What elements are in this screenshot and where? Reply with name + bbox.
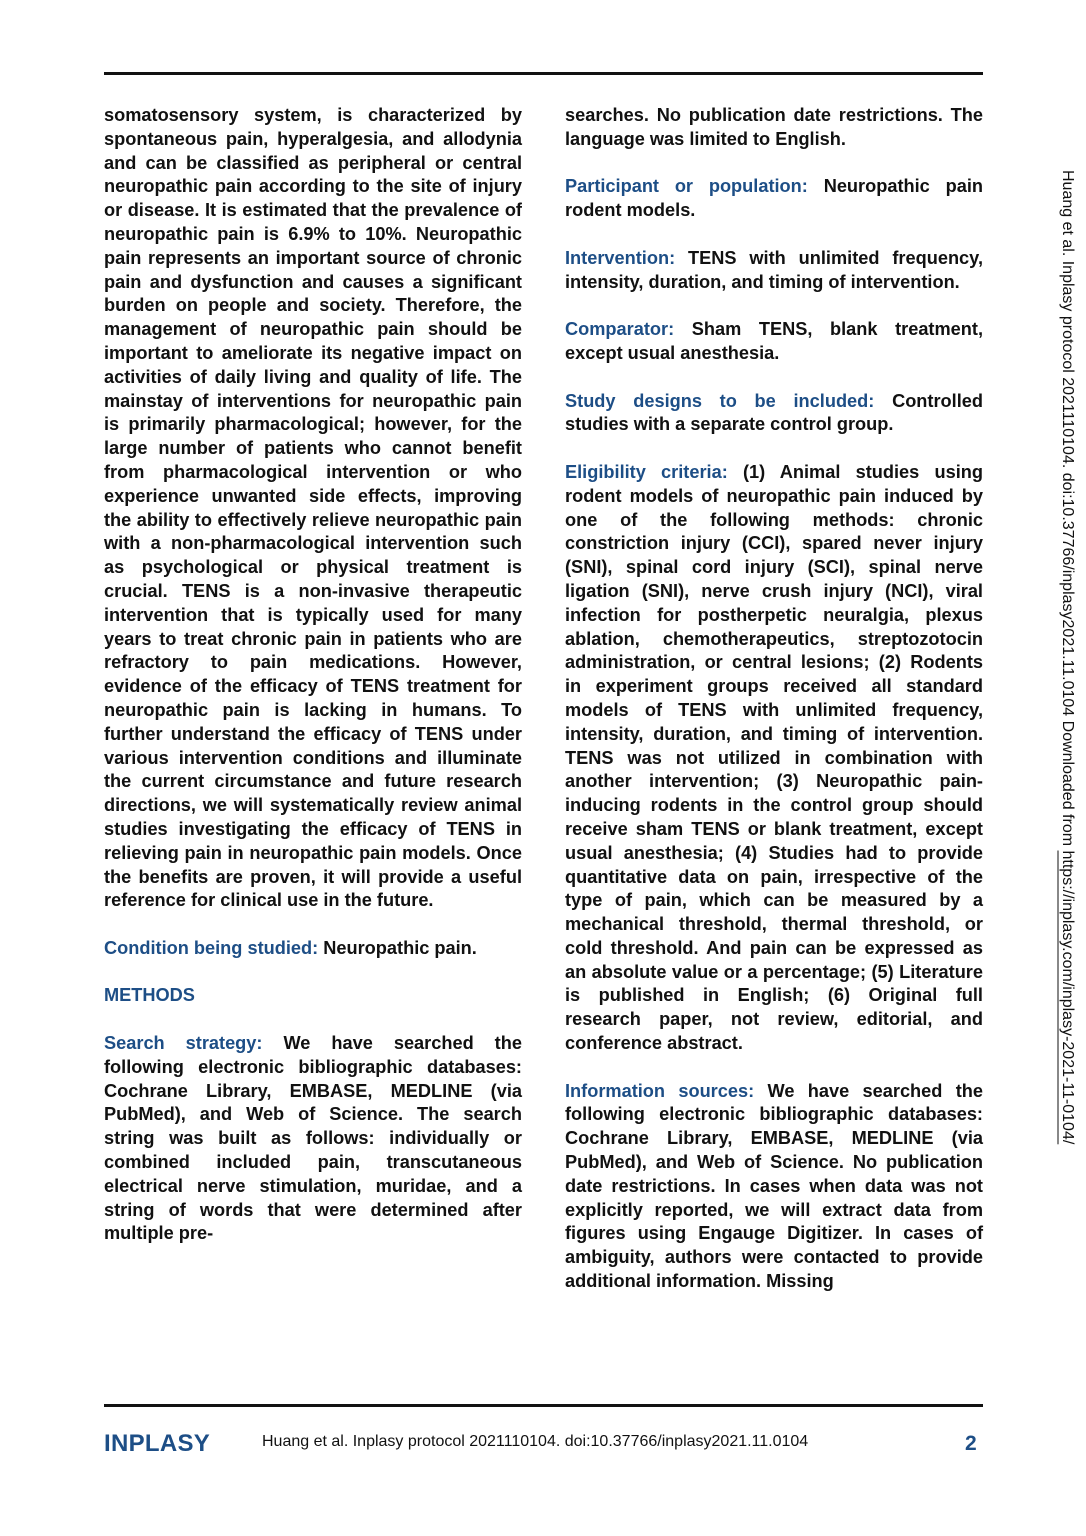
header-rule — [104, 72, 983, 75]
footer-brand-logo: INPLASY — [104, 1430, 211, 1457]
information-sources-text: We have searched the following electronic bibliographic databases: Cochrane Library, EMBASE, MEDLINE (via PubMed), and Web of Science. No publication date restrictions. In cases when data was not explicitly reported, we will extract data from figures using Engauge Digitizer. In cases of ambiguity, authors were contacted to provide additional information. Missing — [565, 1080, 983, 1292]
comparator-text: Sham TENS, blank treatment, except usual anesthesia. — [565, 319, 983, 363]
eligibility-text: (1) Animal studies using rodent models of neuropathic pain induced by one of the following methods: chronic constriction injury (CCI), spared never injury (SNI), spinal cord injury (SCI), spinal nerve ligation (SNI), nerve crush injury (NCI), viral infection for postherpetic neuralgia, plexus ablation, chemotherapeutics, streptozotocin administration, or central lesions; (2) Rodents in experiment groups received all standard models of TENS with unlimited frequency, intensity, duration, and timing of intervention. TENS was not utilized in combination with another intervention; (3) Neuropathic pain-inducing rodents in the control group should receive sham TENS or blank treatment, except usual anesthesia; (4) Studies had to provide quantitative data on pain, irrespective of the type of pain, which can be measured by a mechanical threshold, thermal threshold, or cold threshold. And pain can be expressed as an absolute value or a percentage; (5) Literature is published in English; (6) Original full research paper, not review, editorial, and conference abstract. — [565, 461, 983, 1054]
search-strategy-paragraph — [104, 1032, 522, 1246]
right-column — [565, 104, 983, 1318]
study-designs-paragraph — [565, 390, 983, 438]
eligibility-paragraph — [565, 461, 983, 1056]
sidebar-text: Huang et al. Inplasy protocol 2021110104. doi:10.37766/inplasy2021.11.0104 Downloaded from — [1059, 170, 1076, 851]
condition-label: Condition being studied: — [104, 937, 319, 958]
footer-rule — [104, 1404, 983, 1407]
search-strategy-text: We have searched the following electronic bibliographic databases: Cochrane Library, EMBASE, MEDLINE (via PubMed), and Web of Science. The search string was built as follows: individually or combined included pain, transcutaneous electrical nerve stimulation, muridae, and a string of words that were determined after multiple pre- — [104, 1033, 522, 1244]
information-sources-label: Information sources: — [565, 1080, 755, 1101]
intro-paragraph: somatosensory system, is characterized by spontaneous pain, hyperalgesia, and allodynia and can be classified as peripheral or central neuropathic pain according to the site of injury or disease. It is estimated that the prevalence of neuropathic pain is 6.9% to 10%. Neuropathic pain represents an important source of chronic pain and dysfunction and causes a significant burden on people and society. Therefore, the management of neuropathic pain should be important to ameliorate its negative impact on activities of daily living and quality of life. The mainstay of interventions for neuropathic pain is primarily pharmacological; however, for the large number of patients who cannot benefit from pharmacological intervention or who experience unwanted side effects, improving the ability to effectively relieve neuropathic pain with a non-pharmacological intervention such as psychological or physical treatment is crucial. TENS is a non-invasive therapeutic intervention that is typically used for many years to treat chronic pain in patients who are refractory to pain medications. However, evidence of the efficacy of TENS treatment for neuropathic pain is lacking in humans. To further understand the efficacy of TENS under various intervention conditions and illuminate the current circumstance and future research directions, we will systematically review animal studies investigating the efficacy of TENS in relieving pain in neuropathic pain models. Once the benefits are proven, it will provide a useful reference for clinical use in the future. — [104, 105, 522, 911]
methods-heading: METHODS — [104, 985, 195, 1006]
study-designs-text: Controlled studies with a separate control group. — [565, 390, 983, 435]
intervention-text: TENS with unlimited frequency, intensity, duration, and timing of intervention. — [565, 247, 983, 292]
footer-citation: Huang et al. Inplasy protocol 2021110104. doi:10.37766/inplasy2021.11.0104 — [262, 1433, 809, 1450]
intervention-label: Intervention: — [565, 247, 676, 268]
study-designs-label: Study designs to be included: — [565, 390, 875, 411]
eligibility-label: Eligibility criteria: — [565, 461, 728, 482]
page-number: 2 — [965, 1432, 977, 1455]
information-sources-paragraph — [565, 1080, 983, 1294]
comparator-label: Comparator: — [565, 319, 675, 340]
participant-text: Neuropathic pain rodent models. — [565, 176, 984, 221]
condition-paragraph — [104, 937, 522, 961]
intervention-paragraph — [565, 247, 983, 295]
search-strategy-label: Search strategy: — [104, 1033, 263, 1054]
participant-label: Participant or population: — [565, 176, 808, 197]
condition-text: Neuropathic pain. — [323, 937, 477, 958]
participant-paragraph — [565, 175, 983, 223]
continuation-paragraph: searches. No publication date restrictions. The language was limited to English. — [565, 105, 983, 149]
download-sidebar — [1058, 170, 1076, 1144]
left-column — [104, 104, 522, 1270]
comparator-paragraph — [565, 318, 983, 366]
sidebar-link[interactable]: https://inplasy.com/inplasy-2021-11-0104/ — [1059, 850, 1076, 1145]
